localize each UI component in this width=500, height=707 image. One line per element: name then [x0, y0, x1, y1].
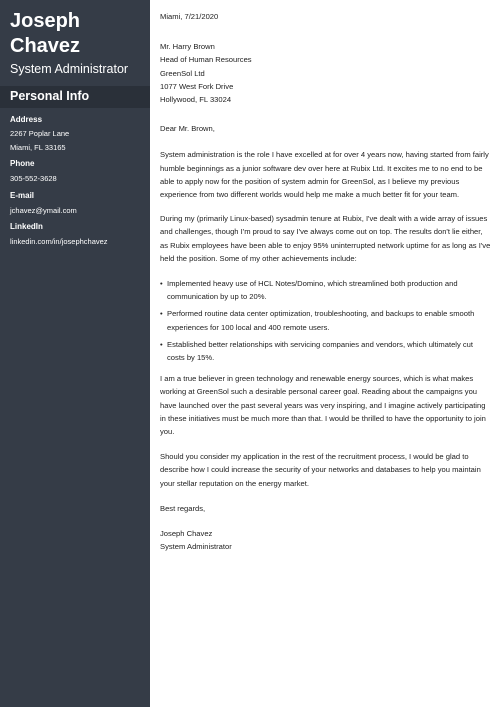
paragraph-line: in these initiatives must be much more than that. I would be thrilled to have the opportunity to join — [160, 413, 486, 423]
applicant-job-title: System Administrator — [10, 62, 129, 76]
letter-closing: Best regards, — [160, 503, 206, 513]
recipient-line: Head of Human Resources — [160, 55, 252, 65]
paragraph-line: you. — [160, 427, 175, 437]
paragraph-line: During my (primarily Linux-based) sysadmin tenure at Rubix, I've dealt with a wide array of issues — [160, 214, 488, 224]
paragraph-line: Should you consider my application in the rest of the recruitment process, I would be glad to — [160, 452, 469, 462]
achievement-line: communication by up to 20%. — [167, 292, 267, 302]
letter-date: Miami, 7/21/2020 — [160, 12, 219, 21]
sidebar — [0, 0, 150, 707]
phone-label: Phone — [10, 159, 35, 168]
achievements-list — [160, 277, 490, 364]
linkedin-value[interactable]: linkedin.com/in/josephchavez — [10, 237, 108, 246]
recipient-line: Hollywood, FL 33024 — [160, 95, 232, 105]
paragraph-line: working at GreenSol such a desirable personal career goal. Reading about the campaigns you — [160, 387, 478, 397]
applicant-first-name: Joseph — [10, 10, 81, 32]
paragraph-line: I am a true believer in green technology and renewable energy sources, which is what makes — [160, 374, 474, 384]
bullet-icon: • — [160, 339, 163, 349]
address-line-1: 2267 Poplar Lane — [10, 129, 70, 138]
linkedin-label: LinkedIn — [10, 222, 43, 231]
signature-title: System Administrator — [160, 542, 232, 552]
achievement-item — [160, 338, 490, 364]
paragraph-line: humble beginnings as a junior software dev over here at Rubix Ltd. It excites me to no end to be — [160, 163, 483, 173]
paragraph-line: have launched over the past several years was very inspiring, and I imagine actively participating — [160, 400, 486, 410]
achievement-line: Performed routine data center optimization, troubleshooting, and backups to enable smooth — [167, 309, 475, 319]
achievement-item — [160, 307, 490, 333]
bullet-icon: • — [160, 279, 163, 289]
paragraph-line: and challenges, though I'm proud to say I've always come out on top. The results don't lie either, — [160, 227, 483, 237]
email-value[interactable]: jchavez@ymail.com — [10, 206, 77, 215]
paragraph-line: experience from two different worlds would help me make a much better fit for your team. — [160, 190, 460, 200]
email-label: E-mail — [10, 191, 35, 200]
cover-letter-body — [160, 10, 490, 554]
achievement-line: costs by 15%. — [167, 353, 215, 363]
paragraph-line: describe how I could increase the security of your networks and databases to help you maintain — [160, 465, 481, 475]
address-line-2: Miami, FL 33165 — [10, 143, 66, 152]
applicant-name — [10, 9, 145, 59]
signature-name: Joseph Chavez — [160, 529, 213, 539]
achievement-item — [160, 277, 490, 303]
paragraph-line: your stellar reputation on the energy market. — [160, 478, 310, 488]
paragraph-line: as Rubix employees have been able to enjoy 95% uninterrupted network uptime for as long as I've — [160, 240, 491, 250]
paragraph-line: able to apply now for the position of system admin for GreenSol, as I believe my previous — [160, 176, 460, 186]
paragraph-line: System administration is the role I have excelled at for over 4 years now, having started from fairly — [160, 150, 489, 160]
paragraph-line: held the position. Some of my other achievements include: — [160, 253, 357, 263]
paragraph-experience — [160, 212, 490, 265]
letter-greeting: Dear Mr. Brown, — [160, 124, 215, 134]
recipient-line: GreenSol Ltd — [160, 68, 205, 78]
personal-info-header — [0, 86, 150, 108]
address-label: Address — [10, 115, 43, 124]
recipient-block — [160, 40, 490, 106]
achievement-line: Established better relationships with servicing companies and vendors, which ultimately cut — [167, 339, 474, 349]
achievement-line: Implemented heavy use of HCL Notes/Domino, which streamlined both production and — [167, 279, 458, 289]
paragraph-closing — [160, 450, 490, 490]
recipient-line: 1077 West Fork Drive — [160, 81, 234, 91]
personal-info-title: Personal Info — [10, 89, 90, 103]
achievement-line: experiences for 100 local and 400 remote users. — [167, 322, 330, 332]
phone-value: 305-552-3628 — [10, 174, 57, 183]
paragraph-intro — [160, 148, 490, 201]
paragraph-motivation — [160, 372, 490, 438]
recipient-line: Mr. Harry Brown — [160, 42, 215, 52]
bullet-icon: • — [160, 309, 163, 319]
applicant-last-name: Chavez — [10, 35, 81, 57]
